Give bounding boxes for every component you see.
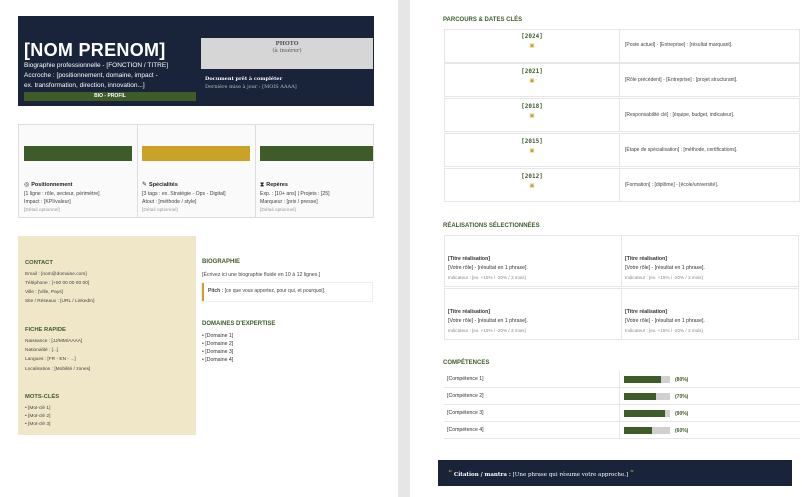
- timeline-year: [2012]: [521, 173, 543, 180]
- skill-bar-fill: [624, 427, 652, 434]
- skill-label: [Compétence 1]: [447, 376, 484, 382]
- page-1: [0, 0, 398, 497]
- skill-percent: (80%): [675, 377, 689, 383]
- skill-label: [Compétence 3]: [447, 410, 484, 416]
- timeline-year: [2024]: [521, 33, 543, 40]
- skill-bar: [624, 376, 670, 383]
- fiche-item: Nationalité : [...]: [25, 348, 59, 353]
- pitch-text: [ce que vous apportez, pour qui, et pourquoi].: [223, 288, 326, 294]
- calendar-icon: ▣: [529, 113, 535, 119]
- achievement-role: [Votre rôle] - [résultat en 1 phrase].: [625, 265, 705, 271]
- achievement-content: [625, 308, 705, 336]
- calendar-icon: ▣: [529, 148, 535, 154]
- skill-row: [444, 405, 800, 422]
- card-specialites: [142, 181, 178, 188]
- card-text: [1 ligne : rôle, secteur, périmètre]: [24, 191, 100, 197]
- target-icon: ◎: [24, 181, 30, 188]
- achievement-content: [625, 255, 705, 283]
- skill-bar: [624, 410, 670, 417]
- fiche-item: Naissance : [JJ/MM/AAAA]: [25, 339, 83, 344]
- pitch-box: [202, 283, 372, 301]
- photo-placeholder[interactable]: [201, 38, 373, 69]
- achievement-title: [Titre réalisation]: [448, 309, 490, 315]
- card-optional: [Détail optionnel]: [142, 208, 178, 213]
- skill-bar: [624, 427, 670, 434]
- achievement-title: [Titre réalisation]: [625, 309, 667, 315]
- achievement-role: [Votre rôle] - [résultat en 1 phrase].: [448, 265, 528, 271]
- timeline-text: [Rôle précédent] - [Entreprise] : [projet structurant].: [625, 77, 738, 83]
- pitch-label: Pitch :: [208, 288, 224, 294]
- achievement-content: [448, 308, 528, 336]
- domain-item: • [Domaine 4]: [202, 357, 234, 363]
- skill-bar-fill: [624, 376, 661, 383]
- doc-ready-label: Document prêt à compléter: [205, 76, 283, 82]
- skills-heading: COMPÉTENCES: [443, 360, 490, 366]
- card-title: Repères: [266, 182, 288, 188]
- card-text: Marqueur : [prix / presse]: [260, 199, 318, 205]
- photo-title: PHOTO: [275, 41, 299, 47]
- row-divider: [619, 388, 620, 405]
- achievement-role: [Votre rôle] - [résultat en 1 phrase].: [448, 318, 528, 324]
- card-text: Atout : [méthode / style]: [142, 199, 197, 205]
- timeline-text: [Poste actuel] - [Entreprise] : [résultat marquant].: [625, 42, 733, 48]
- open-quote-icon: “: [448, 469, 453, 478]
- domain-item: • [Domaine 2]: [202, 341, 234, 347]
- quote-banner: [438, 460, 792, 486]
- header-subtitle: Biographie professionnelle - [FONCTION / TITRE]: [24, 62, 169, 69]
- achievement-title: [Titre réalisation]: [625, 256, 667, 262]
- skill-row: [444, 388, 800, 405]
- domain-item: • [Domaine 1]: [202, 333, 234, 339]
- card-divider: [137, 124, 138, 218]
- calendar-icon: ▣: [529, 183, 535, 189]
- contact-phone: Téléphone : [+00 00 00 00 00]: [25, 281, 90, 286]
- skill-percent: (70%): [675, 394, 689, 400]
- achievement-indicator: Indicateur : [ex. +15% / -20% / 3 mois]: [625, 275, 703, 280]
- skill-bar-fill: [624, 393, 656, 400]
- timeline-heading: PARCOURS & DATES CLÉS: [443, 17, 523, 23]
- skill-bar: [624, 393, 670, 400]
- keywords-heading: MOTS-CLÉS: [25, 394, 60, 400]
- card-accent-bar: [24, 146, 132, 161]
- achievement-role: [Votre rôle] - [résultat en 1 phrase].: [625, 318, 705, 324]
- header-tagline-2: ex. transformation, direction, innovation...]: [24, 82, 145, 89]
- card-reperes: [260, 181, 288, 189]
- card-optional: [Détail optionnel]: [260, 208, 296, 213]
- hourglass-icon: ⧗: [260, 181, 265, 188]
- card-text: Impact : [KPI/valeur]: [24, 199, 71, 205]
- skill-label: [Compétence 2]: [447, 393, 484, 399]
- fiche-item: Langues : [FR - EN - ...]: [25, 357, 76, 362]
- keyword-item: • [Mot-clé 3]: [25, 422, 51, 427]
- fiche-item: Localisation : [Mobilité / zones]: [25, 367, 91, 372]
- timeline-text: [Étape de spécialisation] : [méthode, certifications].: [625, 147, 738, 153]
- row-divider: [619, 422, 620, 439]
- biography-text: [Écrivez ici une biographie fluide en 10 à 12 lignes.]: [202, 272, 321, 278]
- row-divider: [619, 405, 620, 422]
- biography-heading: BIOGRAPHIE: [202, 259, 241, 265]
- close-quote-icon: ”: [629, 469, 634, 478]
- person-name: [NOM PRENOM]: [24, 40, 166, 60]
- card-divider: [255, 124, 256, 218]
- card-title: Spécialités: [149, 182, 178, 188]
- card-accent-bar: [142, 146, 250, 161]
- keyword-item: • [Mot-clé 2]: [25, 414, 51, 419]
- quote-text: [Une phrase qui résume votre approche.]: [510, 472, 629, 478]
- card-text: Exp. : [10+ ans] | Projets : [25]: [260, 191, 330, 197]
- domains-heading: DOMAINES D'EXPERTISE: [202, 321, 276, 327]
- card-accent-bar: [260, 146, 373, 161]
- achievements-heading: RÉALISATIONS SÉLECTIONNÉES: [443, 223, 540, 229]
- timeline-year: [2021]: [521, 68, 543, 75]
- timeline-text: [Responsabilité clé] : [équipe, budget, indicateur].: [625, 112, 735, 118]
- skill-percent: (60%): [675, 428, 689, 434]
- keyword-item: • [Mot-clé 1]: [25, 406, 51, 411]
- achievement-content: [448, 255, 528, 283]
- quote-label: Citation / mantra :: [453, 472, 511, 478]
- achievement-indicator: Indicateur : [ex. +15% / -20% / 3 mois]: [448, 275, 526, 280]
- skill-row: [444, 422, 800, 439]
- calendar-icon: ▣: [529, 43, 535, 49]
- pin-icon: ✎: [142, 181, 148, 188]
- calendar-icon: ▣: [529, 78, 535, 84]
- contact-email: Email : [nom@domaine.com]: [25, 272, 87, 277]
- achievement-indicator: Indicateur : [ex. +15% / -20% / 3 mois]: [448, 328, 526, 333]
- card-positionnement: [24, 181, 73, 188]
- skill-percent: (90%): [675, 411, 689, 417]
- timeline-text: [Formation] : [diplôme] - [école/université].: [625, 182, 719, 188]
- timeline-year: [2018]: [521, 103, 543, 110]
- timeline-year: [2015]: [521, 138, 543, 145]
- contact-heading: CONTACT: [25, 260, 53, 266]
- contact-city: Ville : [Ville, Pays]: [25, 290, 63, 295]
- header-tagline-1: Accroche : [positionnement, domaine, impact -: [24, 72, 158, 79]
- card-optional: [Détail optionnel]: [24, 208, 60, 213]
- skill-row: [444, 371, 800, 388]
- achievement-indicator: Indicateur : [ex. +15% / -20% / 3 mois]: [625, 328, 703, 333]
- contact-site: Site / Réseaux : [URL / LinkedIn]: [25, 299, 95, 304]
- page-2: [410, 0, 802, 497]
- achievement-title: [Titre réalisation]: [448, 256, 490, 262]
- card-title: Positionnement: [31, 182, 73, 188]
- skill-label: [Compétence 4]: [447, 427, 484, 433]
- skill-bar-fill: [624, 410, 665, 417]
- last-update-label: Dernière mise à jour : [MOIS AAAA]: [205, 84, 297, 90]
- domain-item: • [Domaine 3]: [202, 349, 234, 355]
- row-divider: [619, 371, 620, 388]
- photo-subtitle: (à insérer): [272, 48, 302, 54]
- card-text: [3 tags : ex. Stratégie - Ops - Digital]: [142, 191, 226, 197]
- bio-profile-bar: BIO - PROFIL: [24, 92, 196, 101]
- fiche-heading: FICHE RAPIDE: [25, 327, 66, 333]
